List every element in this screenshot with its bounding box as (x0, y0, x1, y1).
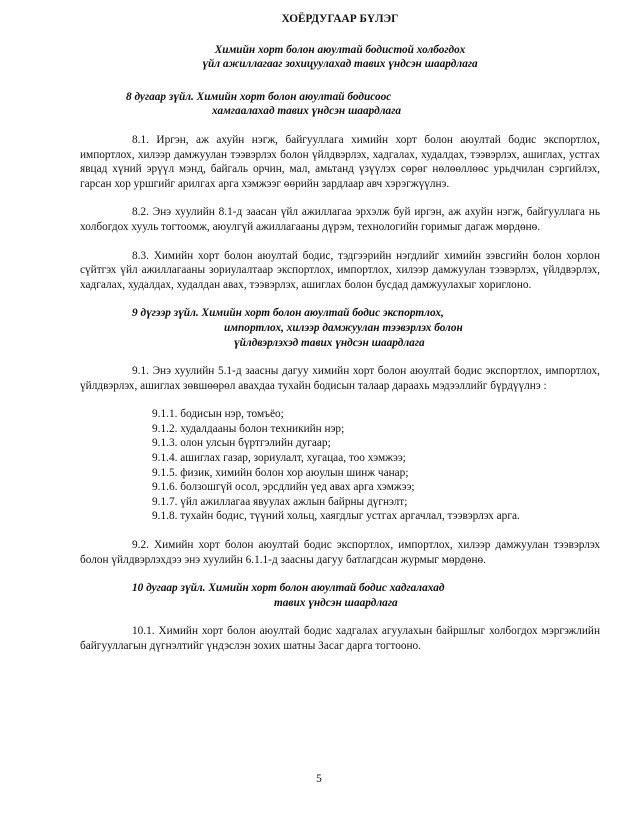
article-9-heading-line-3: үйлдвэрлэхэд тавих үндсэн шаардлага (234, 336, 425, 349)
paragraph-9-2: 9.2. Химийн хорт болон аюултай бодис экспортлох, импортлох, хилээр дамжуулан тээвэрлэх болон үйлдвэрлэхдээ энэ хуулийн 6.1.1-д заасны дагуу батлагдсан журмыг мөрдөнө. (80, 539, 600, 566)
list-item: 9.1.3. олон улсын бүртгэлийн дугаар; (152, 437, 331, 450)
list-item: 9.1.8. тухайн бодис, түүний хольц, хаягдлыг устгах аргачлал, тээвэрлэх арга. (152, 510, 520, 523)
list-item: 9.1.4. ашиглах газар, зориулалт, хугацаа, тоо хэмжээ; (152, 452, 406, 465)
article-8-heading (126, 90, 600, 119)
paragraph-8-3: 8.3. Химийн хорт болон аюултай бодис, тэдгээрийн нэгдлийг химийн зэвсгийн болон хорлон сүйтгэх үйл ажиллагааны зориулалтаар экспортлох, импортлох, хилээр дамжуулан тээвэрлэх, үйлдвэрлэх, хадгалах, худалдах, худалдан авах, тээвэрлэх, ашиглах болон бусдад дамжуулахыг хориглоно. (80, 249, 600, 291)
article-10-heading-line-1: 10 дугаар зүйл. Химийн хорт болон аюултай бодис хадгалахад (132, 582, 445, 595)
article-9-heading (132, 306, 600, 350)
paragraph-8-2: 8.2. Энэ хуулийн 8.1-д заасан үйл ажиллагаа эрхэлж буй иргэн, аж ахуйн нэгж, байгууллага нь холбогдох хууль тогтоомж, аюулгүй ажиллагааны дүрэм, технологийн горимыг дагаж мөрдөнө. (80, 206, 600, 233)
list-item: 9.1.6. болзошгүй осол, эрсдлийн үед авах арга хэмжээ; (152, 481, 415, 494)
paragraph-8-1: 8.1. Иргэн, аж ахуйн нэгж, байгууллага химийн хорт болон аюултай бодис экспортлох, импортлох, хилээр дамжуулан тээвэрлэх болон үйлдвэрлэх, хадгалах, худалдах, тээвэрлэх, ашиглах, устгах явцад хүний эрүүл мэнд, байгаль орчин, мал, амьтанд үзүүлэх сөрөг нөлөөллөөс урьдчилан сэргийлэх, гарсан хор уршгийг арилгах арга хэмжээг өөрийн зардлаар авч хэрэгжүүлнэ. (80, 133, 600, 190)
chapter-title: ХОЁРДУГААР БҮЛЭГ (281, 13, 399, 25)
document-page (80, 12, 600, 654)
requirements-list (152, 407, 600, 524)
list-item: 9.1.5. физик, химийн болон хор аюулын шинж чанар; (152, 466, 409, 479)
article-8-heading-line-1: 8 дугаар зүйл. Химийн хорт болон аюултай бодисоос (126, 90, 392, 103)
page-number: 5 (316, 773, 322, 785)
article-10-heading (132, 581, 600, 610)
section-title-line-1: Химийн хорт болон аюултай бодистой холбогдох (214, 43, 466, 56)
article-9-heading-line-1: 9 дүгээр зүйл. Химийн хорт болон аюултай бодис экспортлох, (132, 307, 444, 320)
list-item: 9.1.1. бодисын нэр, томъёо; (152, 408, 284, 421)
paragraph-10-1: 10.1. Химийн хорт болон аюултай бодис хадгалах агуулахын байршлыг холбогдох мэргэжлийн байгууллагын дүгнэлтийг үндэслэн зохих шатны Засаг дарга тогтооно. (80, 625, 600, 652)
article-9-heading-line-2: импортлох, хилээр дамжуулан тээвэрлэх болон (224, 321, 463, 334)
section-title-line-2: үйл ажиллагааг зохицуулахад тавих үндсэн шаардлага (202, 58, 478, 71)
paragraph-9-1: 9.1. Энэ хуулийн 5.1-д заасны дагуу химийн хорт болон аюултай бодис экспортлох, импортлох, үйлдвэрлэх, ашиглах зөвшөөрөл авахдаа тухайн бодисын талаар дараахь мэдээллийг бүрдүүлнэ : (80, 365, 600, 392)
article-8-heading-line-2: хамгаалахад тавих үндсэн шаардлага (212, 105, 402, 118)
list-item: 9.1.2. худалдааны болон техникийн нэр; (152, 422, 345, 435)
list-item: 9.1.7. үйл ажиллагаа явуулах ажлын байрны дүгнэлт; (152, 495, 408, 508)
article-10-heading-line-2: тавих үндсэн шаардлага (274, 596, 398, 609)
